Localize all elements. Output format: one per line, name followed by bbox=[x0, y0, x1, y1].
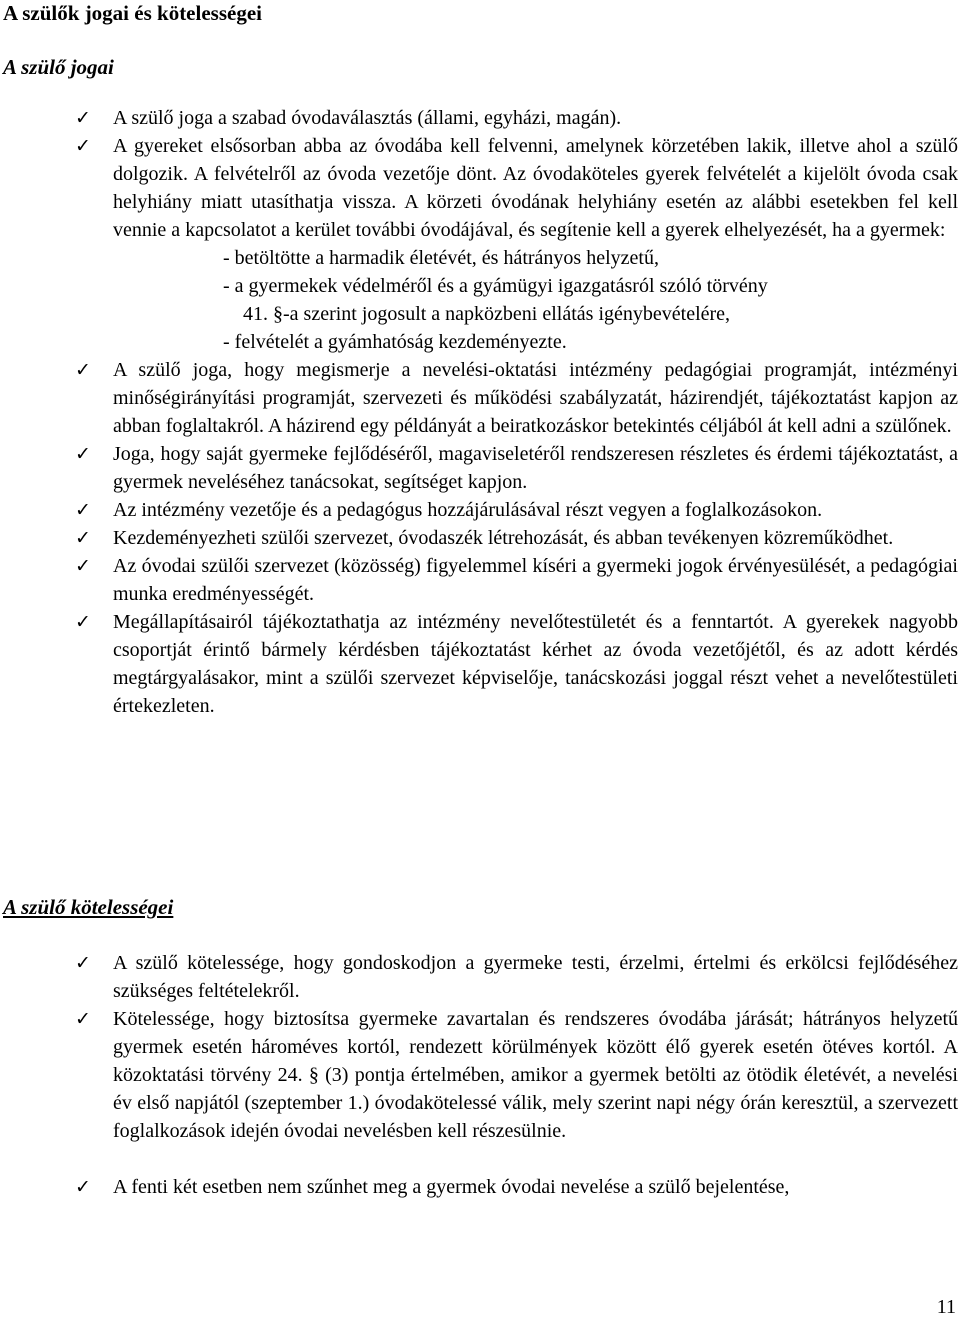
condition-line: - felvételét a gyámhatóság kezdeményezte. bbox=[223, 331, 567, 353]
list-item bbox=[0, 552, 960, 608]
checkmark-icon: ✓ bbox=[75, 952, 91, 974]
page-number: 11 bbox=[936, 1296, 956, 1318]
condition-line: - a gyermekek védelméről és a gyámügyi igazgatásról szóló törvény bbox=[223, 275, 768, 297]
list-item-text: Kötelessége, hogy biztosítsa gyermeke zavartalan és rendszeres óvodába járását; hátrányos helyzetű gyermek esetén hároméves kortól, rendezett körülmények között élő gyerek esetén ötéves kortól. A közoktatási törvény 24. § (3) pontja értelmében, amikor a gyermek betölti az ötödik életévét, a nevelési év első napjától (szeptember 1.) óvodakötelessé válik, mely szerint napi négy órán keresztül, a szervezett foglalkozások idején óvodai nevelésben kell részesülnie. bbox=[113, 1008, 958, 1142]
list-item-text: Az óvodai szülői szervezet (közösség) figyelemmel kíséri a gyermeki jogok érvényesülését, a pedagógiai munka eredményességét. bbox=[113, 555, 958, 605]
checkmark-icon: ✓ bbox=[75, 499, 91, 521]
list-item-text: A szülő joga a szabad óvodaválasztás (állami, egyházi, magán). bbox=[113, 107, 622, 129]
checkmark-icon: ✓ bbox=[75, 1008, 91, 1030]
list-item bbox=[0, 132, 960, 356]
list-item-text: A fenti két esetben nem szűnhet meg a gyermek óvodai nevelése a szülő bejelentése, bbox=[113, 1176, 790, 1198]
condition-line: - betöltötte a harmadik életévét, és hátrányos helyzetű, bbox=[223, 247, 659, 269]
list-item bbox=[0, 949, 960, 1005]
duties-list bbox=[0, 949, 960, 1201]
checkmark-icon: ✓ bbox=[75, 443, 91, 465]
list-item-text: Megállapításairól tájékoztathatja az intézmény nevelőtestületét és a fenntartót. A gyerekek nagyobb csoportját érintő bármely kérdésben tájékoztatást kérhet az óvoda vezetőjétől, és az adott kérdés megtárgyalásakor, mint a szülői szervezet képviselője, tanácskozási joggal részt vehet a nevelőtestületi értekezleten. bbox=[113, 611, 958, 717]
condition-line: 41. §-a szerint jogosult a napközbeni ellátás igénybevételére, bbox=[243, 303, 731, 325]
checkmark-icon: ✓ bbox=[75, 555, 91, 577]
list-item-text: Joga, hogy saját gyermeke fejlődéséről, magaviseletéről rendszeresen részletes és érdemi tájékoztatást, a gyermek neveléséhez tanácsokat, segítséget kapjon. bbox=[113, 443, 958, 493]
checkmark-icon: ✓ bbox=[75, 135, 91, 157]
checkmark-icon: ✓ bbox=[75, 107, 91, 129]
list-item bbox=[0, 496, 960, 524]
checkmark-icon: ✓ bbox=[75, 1176, 91, 1198]
checkmark-icon: ✓ bbox=[75, 611, 91, 633]
list-item bbox=[0, 1173, 960, 1201]
list-item bbox=[0, 104, 960, 132]
page-title: A szülők jogai és kötelességei bbox=[3, 1, 262, 25]
list-item bbox=[0, 524, 960, 552]
checkmark-icon: ✓ bbox=[75, 527, 91, 549]
rights-heading: A szülő jogai bbox=[3, 55, 114, 79]
list-item-text: A szülő kötelessége, hogy gondoskodjon a gyermeke testi, érzelmi, értelmi és erkölcsi fejlődéséhez szükséges feltételekről. bbox=[113, 952, 958, 1002]
list-item-text: A szülő joga, hogy megismerje a nevelési-oktatási intézmény pedagógiai programját, intézményi minőségirányítási programját, szervezeti és működési szabályzatát, házirendjét, tájékoztatást kapjon az abban foglaltakról. A házirend egy példányát a beiratkozáskor betekintés céljából át kell adni a szülőnek. bbox=[113, 359, 958, 437]
list-item bbox=[0, 356, 960, 440]
checkmark-icon: ✓ bbox=[75, 359, 91, 381]
duties-heading: A szülő kötelességei bbox=[3, 895, 174, 919]
list-item bbox=[0, 440, 960, 496]
list-item bbox=[0, 608, 960, 720]
list-item-text: Kezdeményezheti szülői szervezet, óvodaszék létrehozását, és abban tevékenyen közreműködhet. bbox=[113, 527, 894, 549]
list-item bbox=[0, 1005, 960, 1145]
list-item-text: Az intézmény vezetője és a pedagógus hozzájárulásával részt vegyen a foglalkozásokon. bbox=[113, 499, 823, 521]
list-item-text: A gyereket elsősorban abba az óvodába kell felvenni, amelynek körzetében lakik, illetve ahol a szülő dolgozik. A felvételről az óvoda vezetője dönt. Az óvodaköteles gyerek felvételét a kijelölt óvoda csak helyhiány miatt utasíthatja vissza. A körzeti óvodának helyhiány esetén az alábbi esetekben fel kell vennie a kapcsolatot a kerület további óvodájával, és segítenie kell a gyerek elhelyezését, ha a gyermek: bbox=[113, 135, 958, 241]
rights-list bbox=[0, 104, 960, 720]
